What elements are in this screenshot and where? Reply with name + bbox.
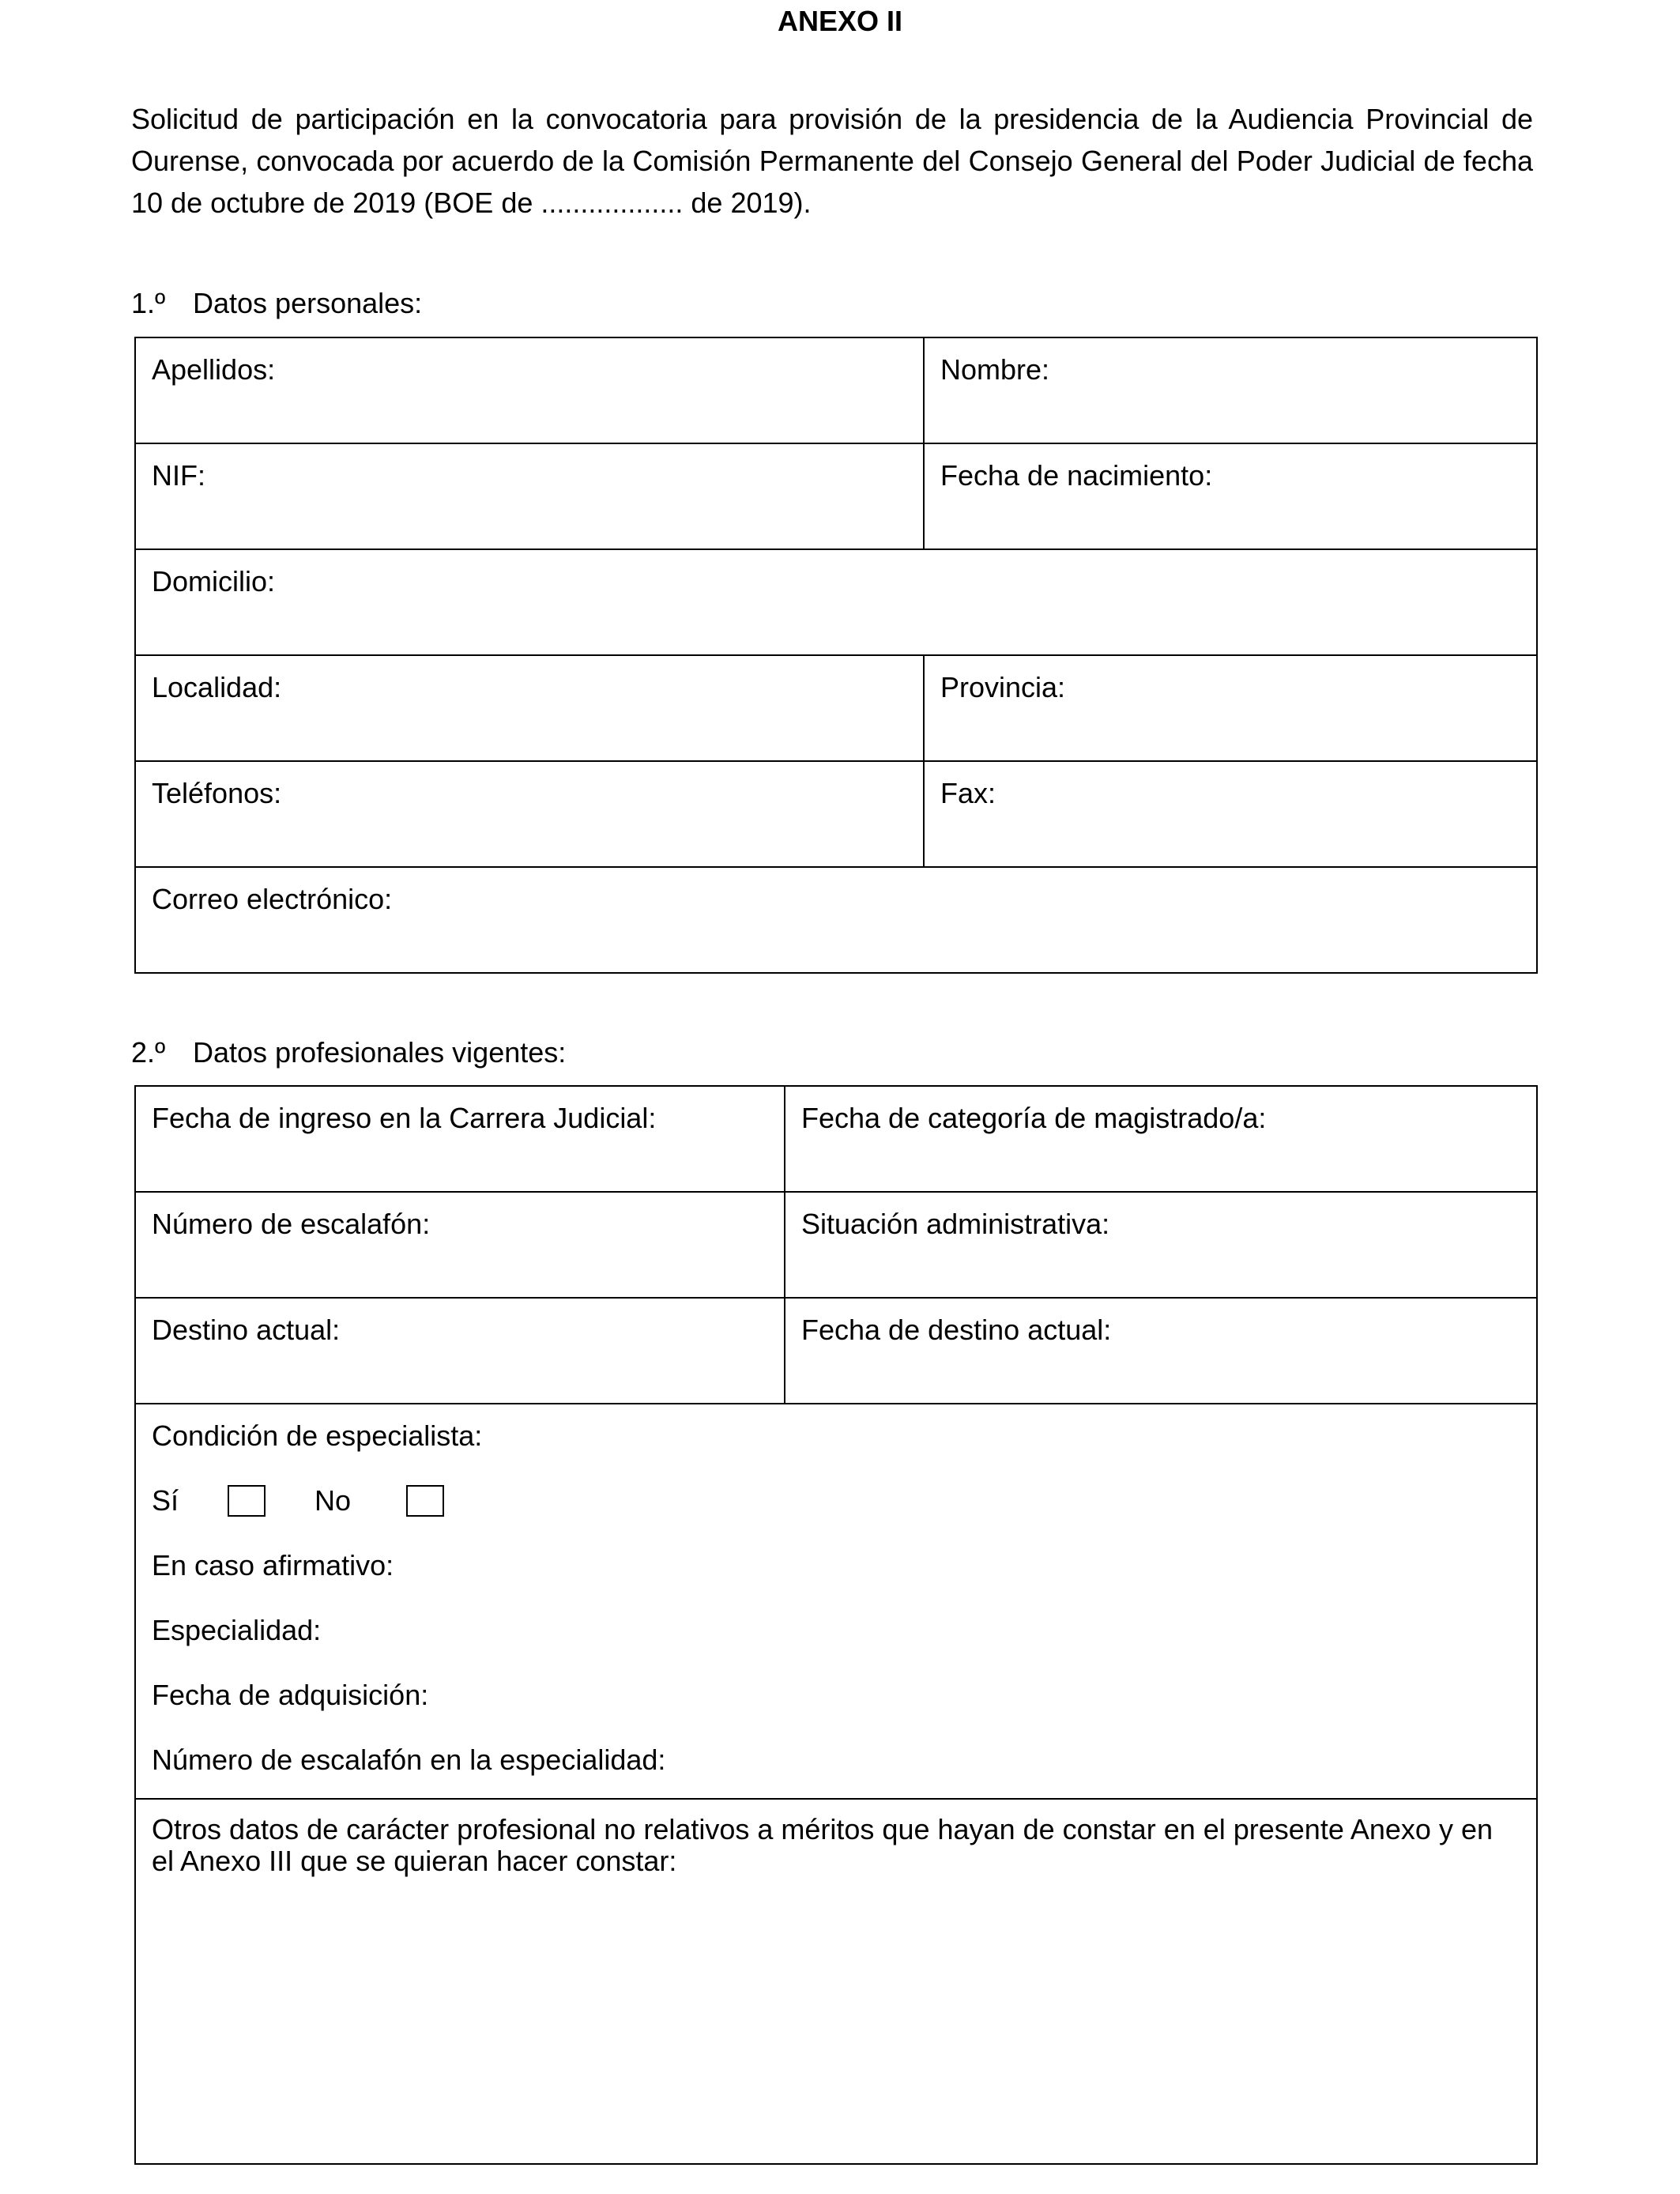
si-checkbox[interactable] <box>228 1485 266 1517</box>
nif-field[interactable] <box>135 443 924 549</box>
localidad-field[interactable] <box>135 655 924 761</box>
correo-field[interactable] <box>135 867 1537 973</box>
destino-field[interactable] <box>135 1298 785 1404</box>
numero-escalafon-label: Número de escalafón: <box>152 1208 431 1240</box>
fax-label: Fax: <box>940 777 996 809</box>
fecha-destino-field[interactable] <box>785 1298 1537 1404</box>
otros-datos-label: Otros datos de carácter profesional no relativos a méritos que hayan de constar en el presente Anexo y en el Anexo III que se quieran hacer constar: <box>152 1813 1493 1877</box>
document-title: ANEXO II <box>777 5 903 37</box>
localidad-label: Localidad: <box>152 671 282 703</box>
fecha-destino-label: Fecha de destino actual: <box>801 1314 1112 1346</box>
fax-field[interactable] <box>924 761 1537 867</box>
section-heading-personal <box>131 286 422 321</box>
fecha-nacimiento-field[interactable] <box>924 443 1537 549</box>
nombre-label: Nombre: <box>940 353 1050 386</box>
fecha-categoria-field[interactable] <box>785 1086 1537 1192</box>
fecha-adquisicion-field[interactable]: Fecha de adquisición: <box>152 1679 429 1711</box>
correo-label: Correo electrónico: <box>152 883 393 915</box>
fecha-ingreso-field[interactable] <box>135 1086 785 1192</box>
otros-datos-field[interactable] <box>135 1799 1537 2164</box>
section-number: 1.º <box>131 287 166 319</box>
fecha-nacimiento-label: Fecha de nacimiento: <box>940 459 1213 492</box>
nombre-field[interactable] <box>924 337 1537 443</box>
provincia-label: Provincia: <box>940 671 1066 703</box>
section-number: 2.º <box>131 1036 166 1069</box>
telefonos-label: Teléfonos: <box>152 777 282 809</box>
fecha-categoria-label: Fecha de categoría de magistrado/a: <box>801 1102 1267 1134</box>
destino-label: Destino actual: <box>152 1314 341 1346</box>
professional-data-table <box>134 1085 1538 2165</box>
domicilio-label: Domicilio: <box>152 565 276 598</box>
domicilio-field[interactable] <box>135 549 1537 655</box>
numero-escalafon-field[interactable] <box>135 1192 785 1298</box>
especialidad-field[interactable]: Especialidad: <box>152 1614 322 1646</box>
section-heading-professional <box>131 1035 566 1070</box>
section-title: Datos profesionales vigentes: <box>193 1036 567 1069</box>
section-title: Datos personales: <box>193 287 423 319</box>
nif-label: NIF: <box>152 459 205 492</box>
especialista-options <box>152 1483 1520 1518</box>
si-label: Sí <box>152 1484 179 1517</box>
provincia-field[interactable] <box>924 655 1537 761</box>
no-checkbox[interactable] <box>406 1485 444 1517</box>
fecha-ingreso-label: Fecha de ingreso en la Carrera Judicial: <box>152 1102 657 1134</box>
situacion-label: Situación administrativa: <box>801 1208 1110 1240</box>
especialista-label: Condición de especialista: <box>152 1419 483 1452</box>
personal-data-table <box>134 337 1538 974</box>
especialista-section <box>135 1404 1537 1799</box>
caso-afirmativo-label: En caso afirmativo: <box>152 1549 394 1581</box>
no-label: No <box>315 1484 352 1517</box>
intro-paragraph: Solicitud de participación en la convocatoria para provisión de la presidencia de la Audiencia Provincial de Ourense, convocada por acuerdo de la Comisión Permanente del Consejo General del Poder Judicial de fecha 10 de octubre de 2019 (BOE de .................. de 2019). <box>131 103 1533 219</box>
numero-escalafon-especialidad-field[interactable]: Número de escalafón en la especialidad: <box>152 1744 666 1776</box>
situacion-field[interactable] <box>785 1192 1537 1298</box>
apellidos-field[interactable] <box>135 337 924 443</box>
telefonos-field[interactable] <box>135 761 924 867</box>
apellidos-label: Apellidos: <box>152 353 276 386</box>
